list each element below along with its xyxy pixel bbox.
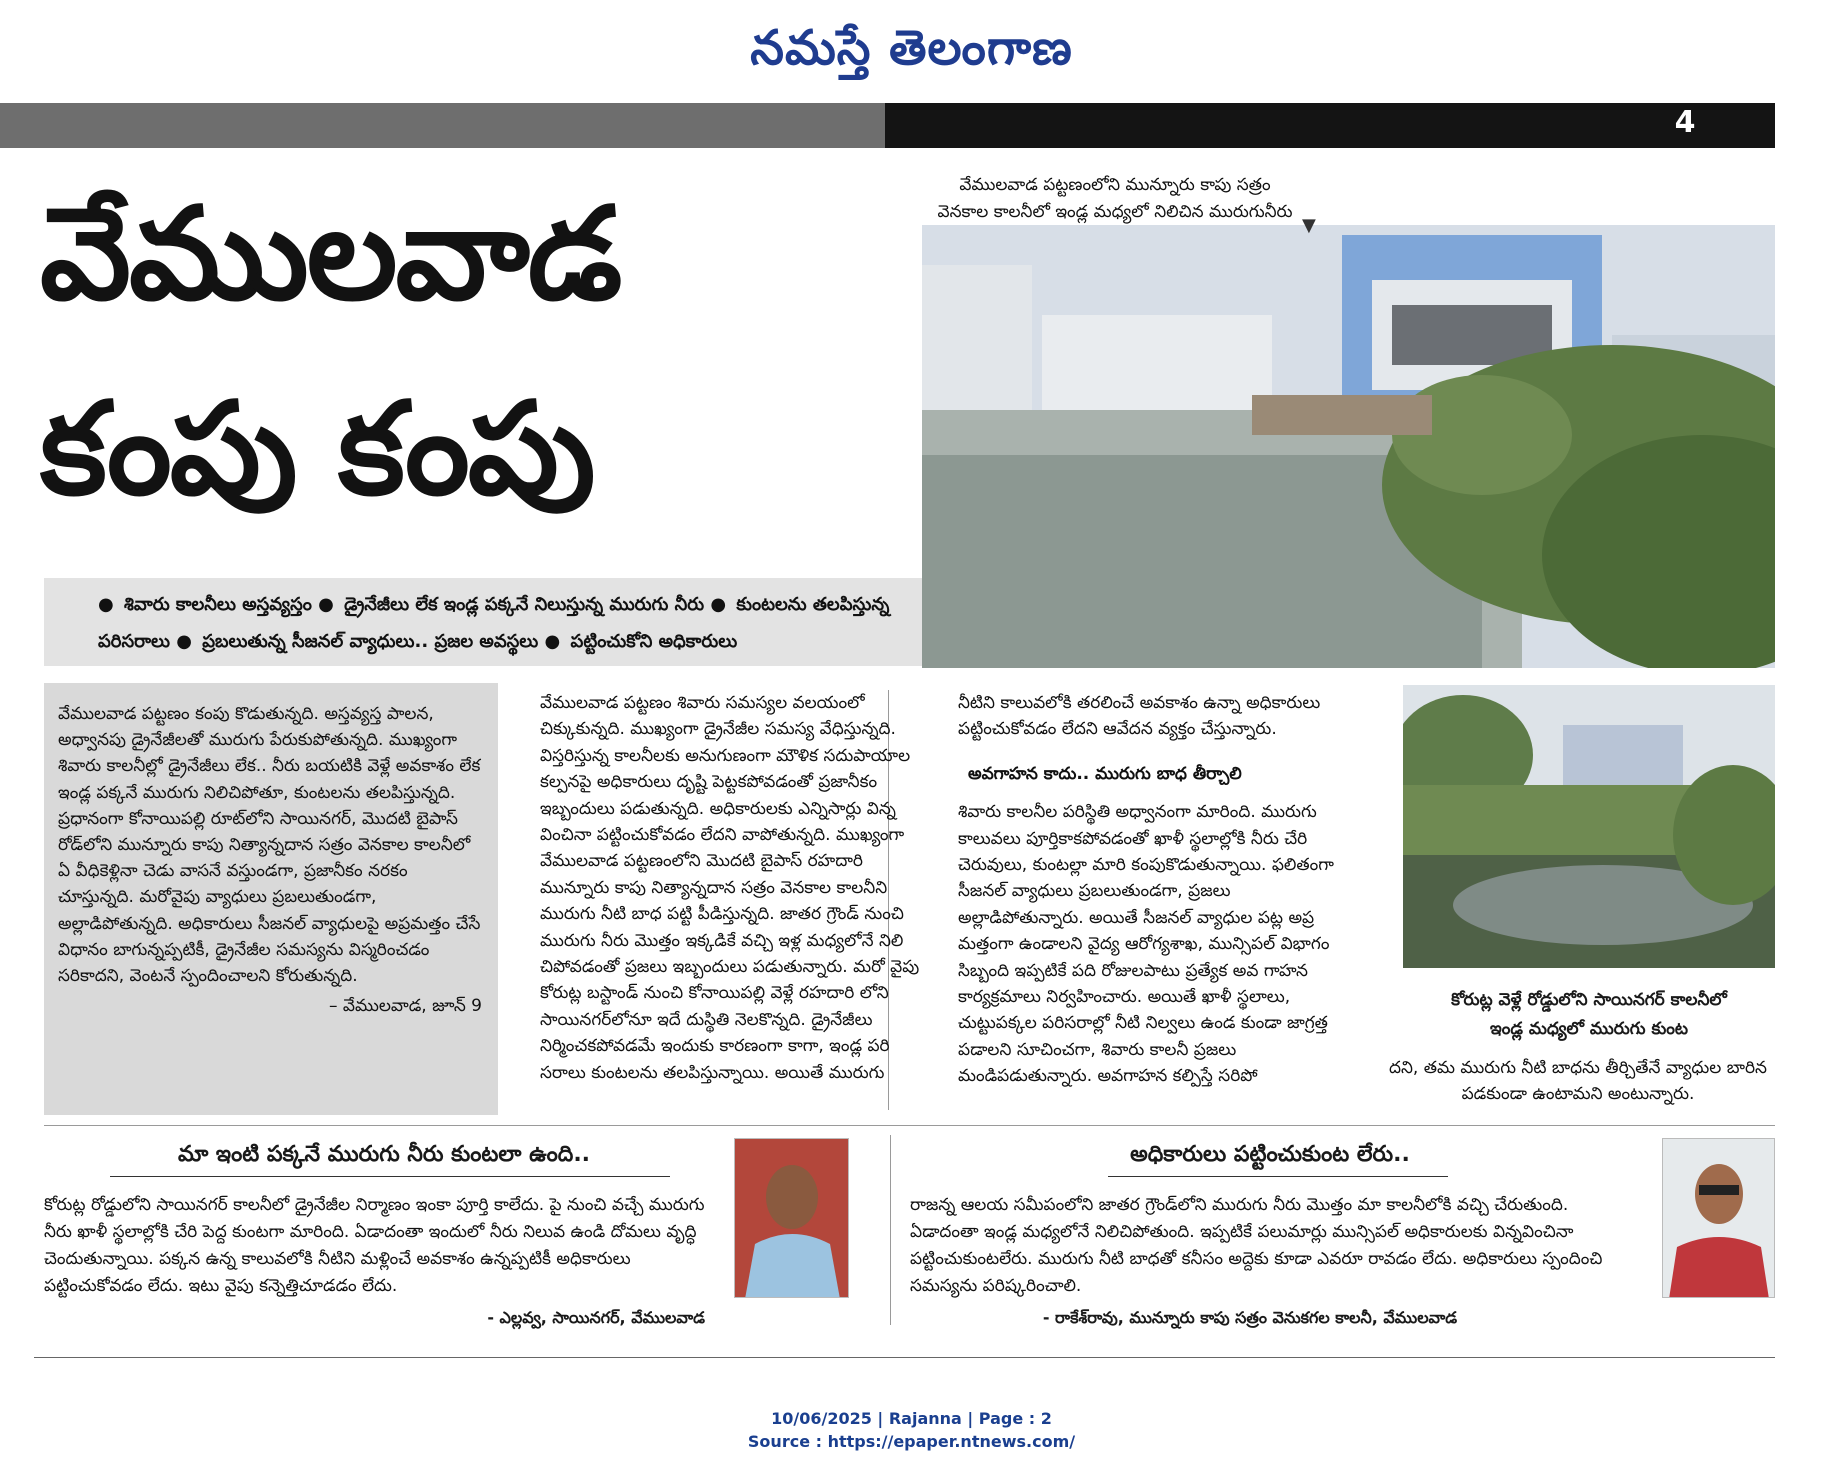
main-photo-caption	[895, 172, 1335, 226]
article-column-2: వేములవాడ పట్టణం శివారు సమస్యల వలయంలో చిక్కుకున్నది. ముఖ్యంగా డ్రైనేజీల సమస్య వేధిస్తున్నది. విస్తరిస్తున్న కాలనీలకు అనుగుణంగా మౌళిక సదుపాయాల కల్పనపై అధికారులు దృష్టి పెట్టకపోవడంతో ప్రజానీకం ఇబ్బందులు పడుతున్నది. అధికారులకు ఎన్నిసార్లు విన్న వించినా పట్టించుకోవడం లేదని వాపోతున్నది. ముఖ్యంగా వేములవాడ పట్టణంలోని మొదటి బైపాస్ రహదారి మున్నూరు కాపు నిత్యాన్నదాన సత్రం వెనకాల కాలనీని మురుగు నీటి బాధ పట్టి పీడిస్తున్నది. జాతర గ్రౌండ్ నుంచి మురుగు నీరు మొత్తం ఇక్కడికే వచ్చి ఇళ్ల మధ్యలోనే నిలి చిపోవడంతో ప్రజలు ఇబ్బందులు పడుతున్నారు. మరో వైపు కోరుట్ల బస్టాండ్ నుంచి కోనాయిపల్లి వెళ్లే రహదారి లోని సాయినగర్‌లోనూ ఇదే దుస్థితి నెలకొన్నది. డ్రైనేజీలు నిర్మించకపోవడమే ఇందుకు కారణంగా కాగా, ఇండ్ల పరి సరాలు కుంటలను తలపిస్తున్నాయి. అయితే మురుగు	[540, 693, 920, 1083]
bullet-item: పట్టించుకోని అధికారులు	[570, 631, 738, 652]
section-band-left	[0, 103, 885, 148]
bullet-item: శివారు కాలనీలు అస్తవ్యస్తం	[124, 594, 312, 615]
quote-right-underline	[1108, 1176, 1448, 1177]
quote-right-headline: అధికారులు పట్టించుకుంట లేరు..	[1130, 1142, 1410, 1167]
summary-text: వేములవాడ పట్టణం కంపు కొడుతున్నది. అస్తవ్యస్త పాలన, అధ్వానపు డ్రైనేజీలతో మురుగు పేరుకుపోతున్నది. ముఖ్యంగా శివారు కాలనీల్లో డ్రైనేజీలు లేక.. నీరు బయటికి వెళ్లే అవకాశం లేక ఇండ్ల పక్కనే మురుగు నిలిచిపోతూ, కుంటలను తలపిస్తున్నది. ప్రధానంగా కోనాయిపల్లి రూట్‌లోని సాయినగర్, మొదటి బైపాస్ రోడ్‌లోని మున్నూరు కాపు నిత్యాన్నదాన సత్రం వెనకాల కాలనీలో ఏ వీధికెళ్లినా చెడు వాసనే వస్తుండగా, ప్రజానీకం నరకం చూస్తున్నది. మరోవైపు వ్యాధులు ప్రబలుతుండగా, అల్లాడిపోతున్నది. అధికారులు సీజనల్ వ్యాధులపై అప్రమత్తం చేసే విధానం బాగున్నప్పటికీ, డ్రైనేజీల సమస్యను విస్మరించడం సరికాదని, వెంటనే స్పందించాలని కోరుతున్నది.	[58, 704, 481, 987]
quote-left-portrait	[734, 1138, 849, 1298]
quote-right-attribution: - రాకేశ్‌రావు, మున్నూరు కాపు సత్రం వెనుకగల కాలనీ, వేములవాడ	[1042, 1308, 1458, 1327]
page-bottom-divider	[34, 1357, 1775, 1358]
caption-arrow-icon: ▼	[1302, 215, 1316, 236]
section-band-mark: 4	[1674, 105, 1696, 140]
bullet-marker: ●	[176, 631, 192, 652]
article-column-4: దని, తమ మురుగు నీటి బాధను తీర్చితేనే వ్యాధుల బారిన పడకుండా ఉంటామని అంటున్నారు.	[1389, 1058, 1767, 1105]
article-column-3	[958, 690, 1360, 1090]
section-band-right	[885, 103, 1775, 148]
summary-box	[44, 683, 498, 1115]
footer-source: Source : https://epaper.ntnews.com/	[747, 1432, 1076, 1451]
quote-left-underline	[110, 1176, 670, 1177]
portrait-man-illustration	[1663, 1139, 1775, 1298]
quotes-divider	[890, 1135, 891, 1325]
article-column-3-intro: నీటిని కాలువలోకి తరలించే అవకాశం ఉన్నా అధికారులు పట్టించుకోవడం లేదని ఆవేదన వ్యక్తం చేస్తున్నారు.	[958, 693, 1321, 740]
bullet-item: కుంటలను తలపిస్తున్న పరిసరాలు	[98, 594, 890, 652]
bullet-marker: ●	[544, 631, 561, 652]
side-photo-illustration	[1403, 685, 1775, 968]
quotes-top-divider	[44, 1125, 1775, 1126]
side-photo-caption	[1403, 986, 1775, 1044]
bullet-marker: ●	[710, 594, 727, 615]
masthead-logo: నమస్తే తెలంగాణ	[750, 20, 1073, 76]
bullet-marker: ●	[318, 594, 334, 615]
bullet-deck	[44, 578, 922, 666]
main-photo-caption-line-1: వేములవాడ పట్టణంలోని మున్నూరు కాపు సత్రం	[959, 175, 1271, 195]
headline-line-2: కంపు కంపు	[40, 375, 594, 524]
quote-right-text: రాజన్న ఆలయ సమీపంలోని జాతర గ్రౌండ్‌లోని మురుగు నీరు మొత్తం మా కాలనీలోకి వచ్చి చేరుతుంది. ఏడాదంతా ఇండ్ల మధ్యలోనే నిలిచిపోతుంది. ఇప్పటికే పలుమార్లు మున్సిపల్ అధికారులకు విన్నవించినా పట్టించుకుంటలేరు. మురుగు నీటి బాధతో కనీసం అద్దెకు కూడా ఎవరూ రావడం లేదు. అధికారులు స్పందించి సమస్యను పరిష్కరించాలి.	[910, 1195, 1603, 1296]
main-photo	[922, 225, 1775, 668]
quote-left-text: కోరుట్ల రోడ్డులోని సాయినగర్ కాలనీలో డ్రైనేజీల నిర్మాణం ఇంకా పూర్తి కాలేదు. పై నుంచి వచ్చే మురుగు నీరు ఖాళీ స్థలాల్లోకి చేరి పెద్ద కుంటగా మారింది. ఏడాదంతా ఇందులో నీరు నిలువ ఉండి దోమలు వృద్ధి చెందుతున్నాయి. పక్కన ఉన్న కాలువలోకి నీటిని మళ్లించే అవకాశం ఉన్నప్పటికీ అధికారులు పట్టించుకోవడం లేదు. ఇటు వైపు కన్నెత్తిచూడడం లేదు.	[44, 1195, 705, 1296]
quote-right-portrait	[1662, 1138, 1775, 1298]
main-photo-caption-line-2: వెనకాల కాలనీలో ఇండ్ల మధ్యలో నిలిచిన మురుగునీరు	[937, 202, 1293, 222]
bullet-item: డ్రైనేజీలు లేక ఇండ్ల పక్కనే నిలుస్తున్న మురుగు నీరు	[344, 594, 705, 615]
article-column-3-text: శివారు కాలనీల పరిస్థితి అధ్వానంగా మారింది. మురుగు కాలువలు పూర్తికాకపోవడంతో ఖాళీ స్థలాల్లోకి నీరు చేరి చెరువులు, కుంటల్లా మారి కంపుకొడుతున్నాయి. ఫలితంగా సీజనల్ వ్యాధులు ప్రబలుతుండగా, ప్రజలు అల్లాడిపోతున్నారు. అయితే సీజనల్ వ్యాధుల పట్ల అప్ర మత్తంగా ఉండాలని వైద్య ఆరోగ్యశాఖ, మున్సిపల్ విభాగం సిబ్బంది ఇప్పటికే పది రోజులపాటు ప్రత్యేక అవ గాహన కార్యక్రమాలు నిర్వహించారు. అయితే ఖాళీ స్థలాలు, చుట్టుపక్కల పరిసరాల్లో నీటి నిల్వలు ఉండ కుండా జాగ్రత్త పడాలని సూచించగా, శివారు కాలనీ ప్రజలు మండిపడుతున్నారు. అవగాహన కల్పిస్తే సరిపో	[958, 802, 1334, 1087]
side-photo	[1403, 685, 1775, 968]
side-photo-caption-line-1: కోరుట్ల వెళ్లే రోడ్డులోని సాయినగర్ కాలనీలో	[1451, 990, 1727, 1010]
dateline: – వేములవాడ, జూన్ 9	[329, 996, 482, 1017]
footer-page-info: 10/06/2025 | Rajanna | Page : 2	[771, 1409, 1052, 1428]
side-photo-caption-line-2: ఇండ్ల మధ్యలో మురుగు కుంట	[1490, 1019, 1688, 1039]
quote-left-attribution: - ఎల్లవ్వ, సాయినగర్, వేములవాడ	[487, 1308, 705, 1327]
headline-line-1: వేములవాడ	[40, 180, 621, 329]
main-photo-illustration	[922, 225, 1775, 668]
bullet-marker: ●	[98, 594, 114, 615]
bullet-item: ప్రబలుతున్న సీజనల్ వ్యాధులు.. ప్రజల అవస్థలు	[202, 631, 539, 652]
article-subhead: అవగాహన కాదు.. మురుగు బాధ తీర్చాలి	[968, 763, 1242, 784]
portrait-woman-illustration	[735, 1139, 849, 1298]
quote-left-headline: మా ఇంటి పక్కనే మురుగు నీరు కుంటలా ఉంది..	[177, 1142, 591, 1167]
